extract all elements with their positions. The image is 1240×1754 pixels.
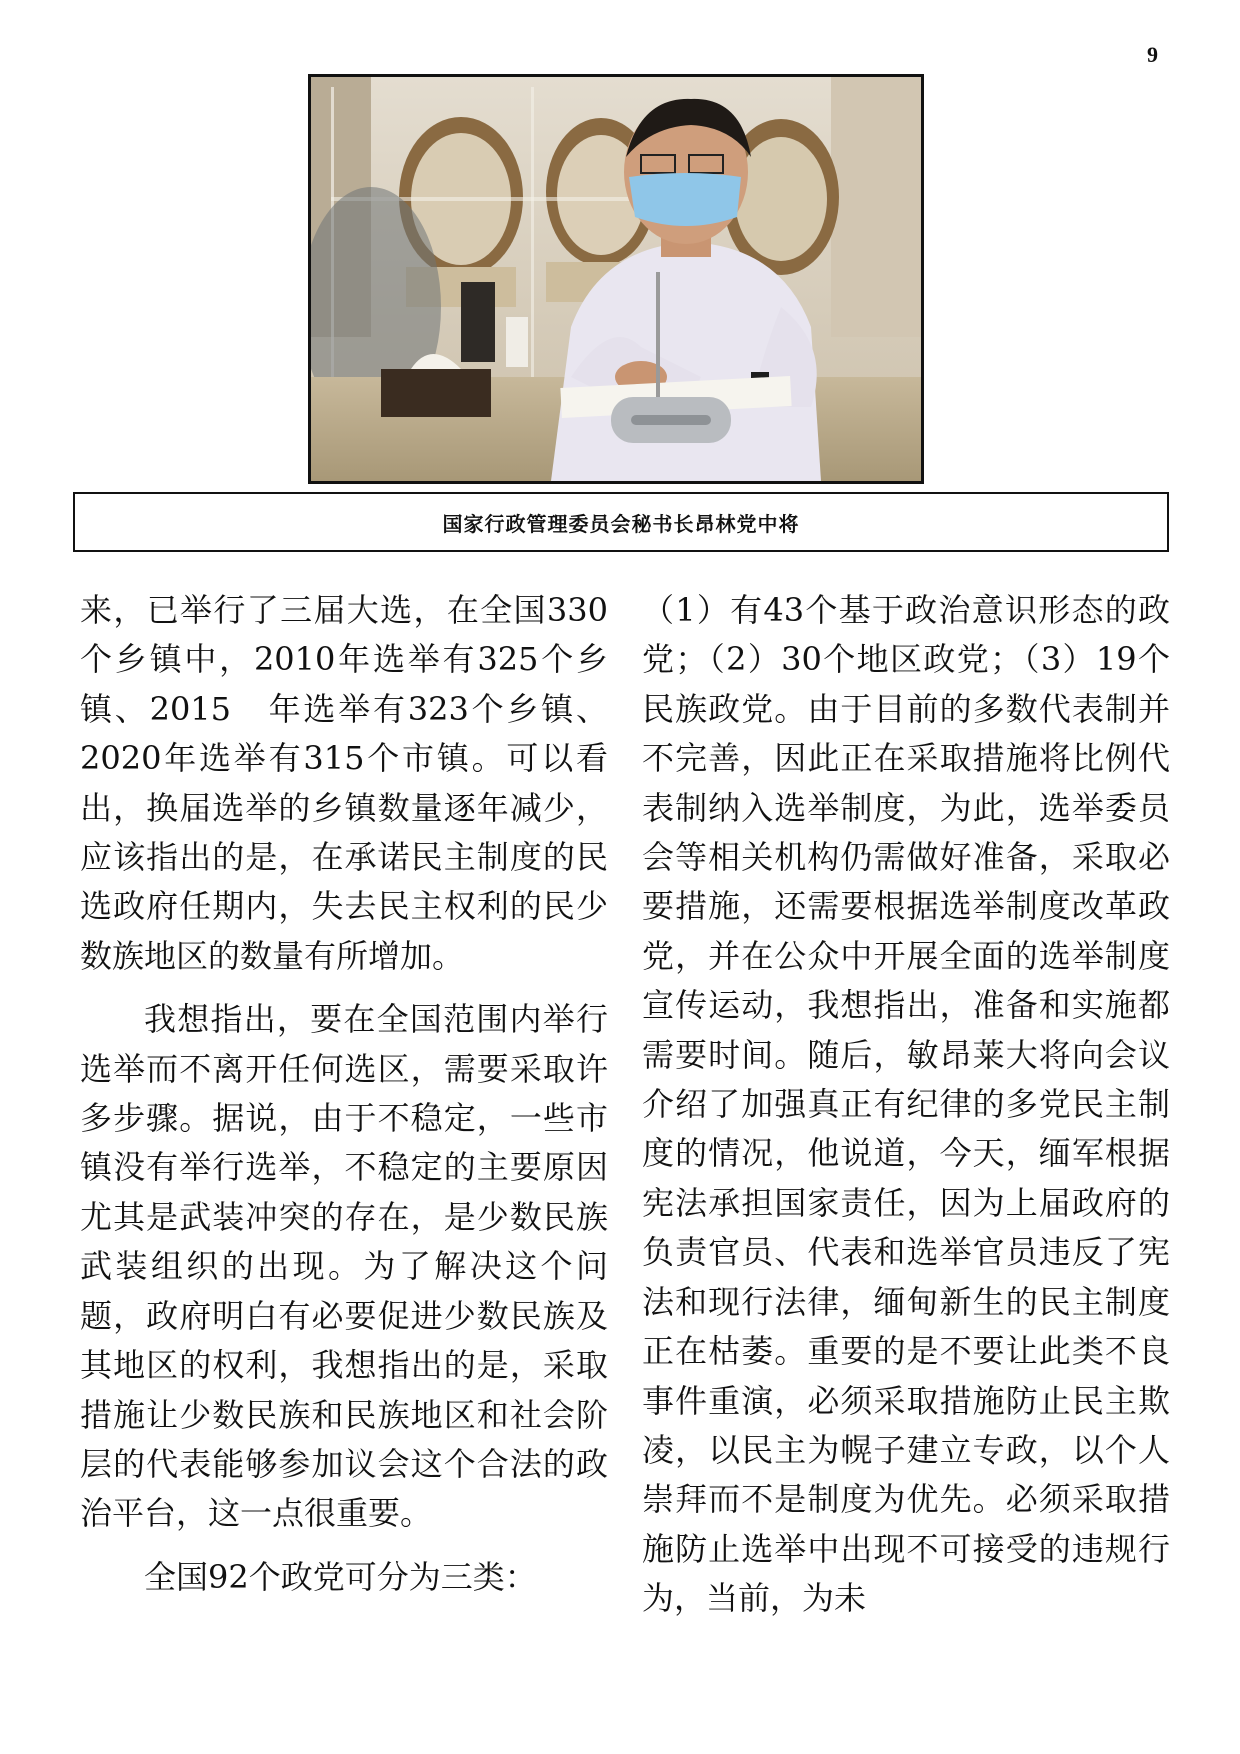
body-paragraph: 我想指出，要在全国范围内举行选举而不离开任何选区，需要采取许多步骤。据说，由于不稳定，一些市镇没有举行选举，不稳定的主要原因尤其是武装冲突的存在，是少数民族武装组织的出现。为了解决这个问题，政府明白有必要促进少数民族及其地区的权利，我想指出的是，采取措施让少数民族和民族地区和社会阶层的代表能够参加议会这个合法的政治平台，这一点很重要。	[80, 1000, 608, 1533]
body-paragraph: 全国92个政党可分为三类：	[144, 1557, 537, 1596]
body-paragraph: 来，已举行了三届大选，在全国330个乡镇中，2010年选举有325个乡镇、2015 年选举有323个乡镇、2020年选举有315个市镇。可以看出，换届选举的乡镇数量逐年减少，应该指出的是，在承诺民主制度的民选政府任期内，失去民主权利的民少数族地区的数量有所增加。	[80, 591, 608, 975]
photo-illustration	[311, 77, 921, 481]
photo-caption	[73, 492, 1169, 552]
photo-caption-text: 国家行政管理委员会秘书长昂林党中将	[442, 511, 800, 536]
left-column	[80, 586, 608, 1602]
page-number: 9	[1147, 42, 1158, 67]
body-paragraph: （1）有43个基于政治意识形态的政党；（2）30个地区政党；（3）19个民族政党。由于目前的多数代表制并不完善，因此正在采取措施将比例代表制纳入选举制度，为此，选举委员会等相关机构仍需做好准备，采取必要措施，还需要根据选举制度改革政党，并在公众中开展全面的选举制度宣传运动，我想指出，准备和实施都需要时间。随后，敏昂莱大将向会议介绍了加强真正有纪律的多党民主制度的情况，他说道，今天，缅军根据宪法承担国家责任，因为上届政府的负责官员、代表和选举官员违反了宪法和现行法律，缅甸新生的民主制度正在枯萎。重要的是不要让此类不良事件重演，必须采取措施防止民主欺凌，以民主为幌子建立专政，以个人崇拜而不是制度为优先。必须采取措施防止选举中出现不可接受的违规行为，当前，为未	[642, 591, 1170, 1618]
news-photo	[308, 74, 924, 484]
right-column	[642, 586, 1170, 1624]
